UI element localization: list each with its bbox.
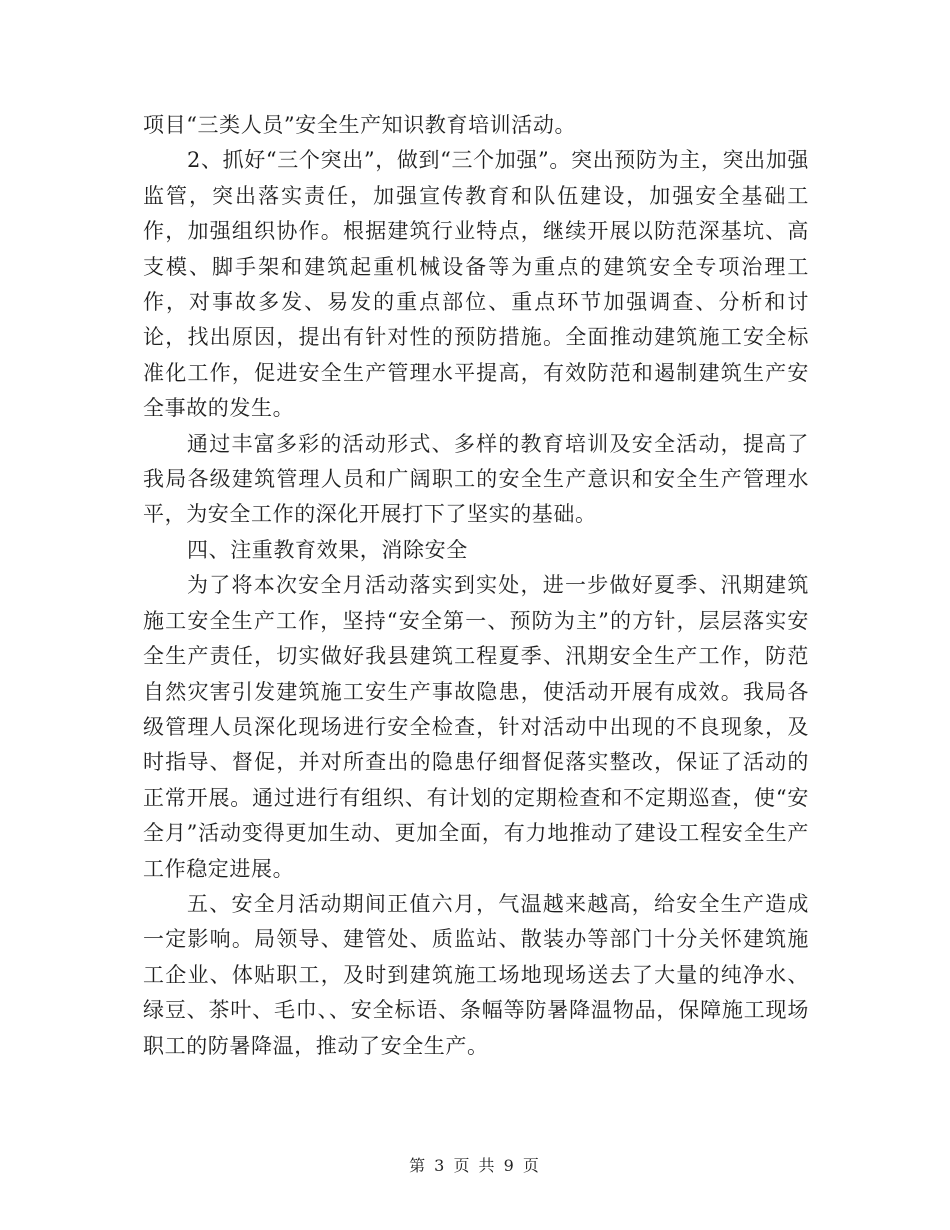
paragraph-continuation: 项目“三类人员”安全生产知识教育培训活动。 — [143, 113, 577, 137]
document-body — [143, 108, 809, 1064]
paragraph-item-2: 2、抓好“三个突出”，做到“三个加强”。突出预防为主，突出加强监管，突出落实责任，加强宣传教育和队伍建设，加强安全基础工作，加强组织协作。根据建筑行业特点，继续开展以防范深基坑、高支模、脚手架和建筑起重机械设备等为重点的建筑安全专项治理工作，对事故多发、易发的重点部位、重点环节加强调查、分析和讨论，找出原因，提出有针对性的预防措施。全面推动建筑施工安全标准化工作，促进安全生产管理水平提高，有效防范和遏制建筑生产安全事故的发生。 — [143, 148, 809, 421]
page-footer: 第 3 页 共 9 页 — [409, 1156, 541, 1175]
paragraph-summary: 通过丰富多彩的活动形式、多样的教育培训及安全活动，提高了我局各级建筑管理人员和广阔职工的安全生产意识和安全生产管理水平，为安全工作的深化开展打下了坚实的基础。 — [143, 431, 809, 527]
section-heading-4: 四、注重教育效果，消除安全 — [187, 537, 468, 562]
paragraph-section-4: 为了将本次安全月活动落实到实处，进一步做好夏季、汛期建筑施工安全生产工作，坚持“安全第一、预防为主”的方针，层层落实安全生产责任，切实做好我县建筑工程夏季、汛期安全生产工作，防范自然灾害引发建筑施工安生产事故隐患，使活动开展有成效。我局各级管理人员深化现场进行安全检查，针对活动中出现的不良现象，及时指导、督促，并对所查出的隐患仔细督促落实整改，保证了活动的正常开展。通过进行有组织、有计划的定期检查和不定期巡查，使“安全月”活动变得更加生动、更加全面，有力地推动了建设工程安全生产工作稳定进展。 — [143, 573, 809, 881]
paragraph-section-5: 五、安全月活动期间正值六月，气温越来越高，给安全生产造成一定影响。局领导、建管处、质监站、散装办等部门十分关怀建筑施工企业、体贴职工，及时到建筑施工场地现场送去了大量的纯净水、绿豆、茶叶、毛巾、、安全标语、条幅等防暑降温物品，保障施工现场职工的防暑降温，推动了安全生产。 — [143, 891, 809, 1058]
